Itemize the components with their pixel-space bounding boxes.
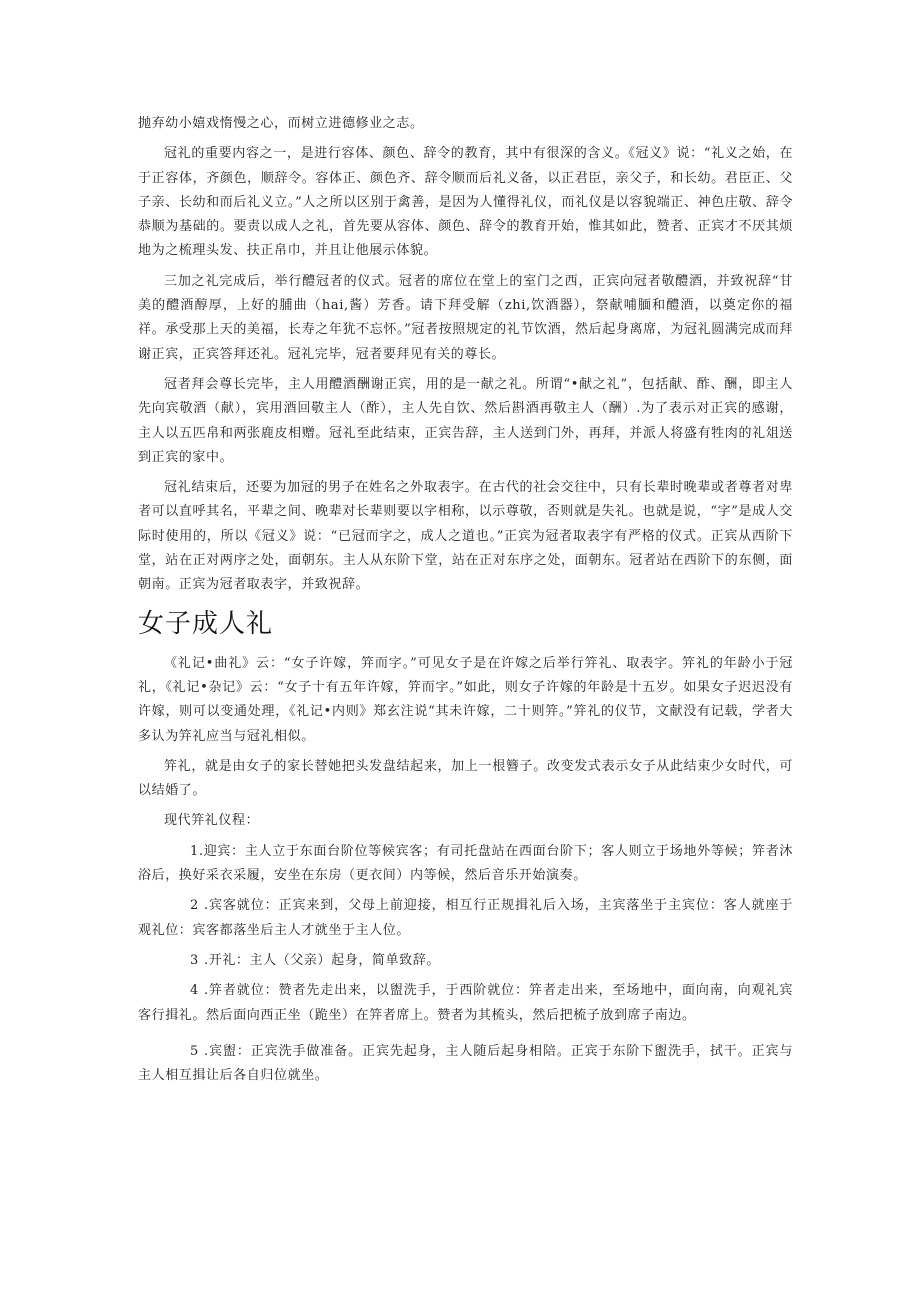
step-number: 2 xyxy=(190,898,199,914)
step-item-5 xyxy=(138,1040,793,1089)
step-text: .宾客就位：正宾来到，父母上前迎接，相互行正规揖礼后入场，主宾落坐于主宾位：客人就座于观礼位：宾客都落坐后主人才就坐于主人位。 xyxy=(138,898,793,938)
step-item-2 xyxy=(138,894,793,943)
section-heading: 女子成人礼 xyxy=(138,608,274,639)
step-item-3 xyxy=(138,949,793,973)
paragraph-7: 笄礼，就是由女子的家长替她把头发盘结起来，加上一根簪子。改变发式表示女子从此结束少女时代，可以结婚了。 xyxy=(138,758,793,799)
paragraph-5: 冠礼结束后，还要为加冠的男子在姓名之外取表字。在古代的社会交往中，只有长辈时晚辈或者尊者对卑者可以直呼其名，平辈之间、晚辈对长辈则要以字相称，以示尊敬，否则就是失礼。也就是说，“字”是成人交际时使用的，所以《冠义》说：“已冠而字之，成人之道也。”正宾为冠者取表字有严格的仪式。正宾从西阶下堂，站在正对两序之处，面朝东。主人从东阶下堂，站在正对东序之处，面朝东。冠者站在西阶下的东侧，面朝南。正宾为冠者取表字，并致祝辞。 xyxy=(138,480,793,593)
document-page xyxy=(138,112,793,1094)
step-text: .宾盥：正宾洗手做准备。正宾先起身，主人随后起身相陪。正宾于东阶下盥洗手，拭干。正宾与主人相互揖让后各自归位就坐。 xyxy=(138,1043,793,1084)
paragraph-6: 《礼记•曲礼》云：“女子许嫁，笄而字。”可见女子是在许嫁之后举行笄礼、取表字。笄礼的年龄小于冠礼，《礼记•杂记》云：“女子十有五年许嫁，笄而字。”如此，则女子许嫁的年龄是十五岁。如果女子迟迟没有许嫁，则可以变通处理，《礼记•内则》郑玄注说“其未许嫁，二十则笄。”笄礼的仪节，文献没有记载，学者大多认为笄礼应当与冠礼相似。 xyxy=(138,655,793,744)
step-text: .迎宾：主人立于东面台阶位等候宾客；有司托盘站在西面台阶下；客人则立于场地外等候；笄者沐浴后，换好采衣采履，安坐在东房（更衣间）内等候，然后音乐开始演奏。 xyxy=(138,843,793,884)
paragraph-4: 冠者拜会尊长完毕，主人用醴酒酬谢正宾，用的是一献之礼。所谓“•献之礼”，包括献、酢、酬，即主人先向宾敬酒（献），宾用酒回敬主人（酢），主人先自饮、然后斟酒再敬主人（酬）.为了表示对正宾的感谢，主人以五匹帛和两张鹿皮相赠。冠礼至此结束，正宾告辞，主人送到门外，再拜，并派人将盛有牲肉的礼俎送到正宾的家中。 xyxy=(138,376,793,465)
paragraph-8: 现代笄礼仪程： xyxy=(164,813,260,829)
paragraph-2: 冠礼的重要内容之一，是进行容体、颜色、辞令的教育，其中有很深的含义。《冠义》说：“礼义之始，在于正容体，齐颜色，顺辞令。容体正、颜色齐、辞令顺而后礼义备，以正君臣，亲父子，和长幼。君臣正、父子亲、长幼和而后礼义立。”人之所以区别于禽善，是因为人懂得礼仪，而礼仪是以容貌端正、神色庄敬、辞令恭顺为基础的。要责以成人之礼，首先要从容体、颜色、辞令的教育开始，惟其如此，赞者、正宾才不厌其烦地为之梳理头发、扶正帛巾，并且让他展示体貌。 xyxy=(138,146,793,259)
paragraph-1: 抛弃幼小嬉戏惰慢之心，而树立进德修业之志。 xyxy=(138,116,424,131)
step-number: 1 xyxy=(190,843,199,859)
step-number: 5 xyxy=(190,1043,199,1059)
step-item-4 xyxy=(138,979,793,1028)
step-text: .笄者就位：赞者先走出来，以盥洗手，于西阶就位：笄者走出来，至场地中，面向南，向观礼宾客行揖礼。然后面向西正坐（跪坐）在笄者席上。赞者为其梳头，然后把梳子放到席子南边。 xyxy=(138,983,793,1023)
step-number: 3 xyxy=(190,952,199,968)
step-item-1 xyxy=(138,840,793,889)
step-number: 4 xyxy=(190,983,199,999)
step-text: .开礼：主人（父亲）起身，简单致辞。 xyxy=(204,952,440,968)
paragraph-3: 三加之礼完成后，举行醴冠者的仪式。冠者的席位在堂上的室门之西，正宾向冠者敬醴酒，并致祝辞“甘美的醴酒醇厚，上好的脯曲（hai,酱）芳香。请下拜受解（zhi,饮酒器），祭献哺腼和醴酒，以奠定你的福祥。承受那上天的美福，长寿之年犹不忘怀。”冠者按照规定的礼节饮酒，然后起身离席，为冠礼圆满完成而拜谢正宾，正宾答拜还礼。冠礼完毕，冠者要拜见有关的尊长。 xyxy=(138,273,793,362)
